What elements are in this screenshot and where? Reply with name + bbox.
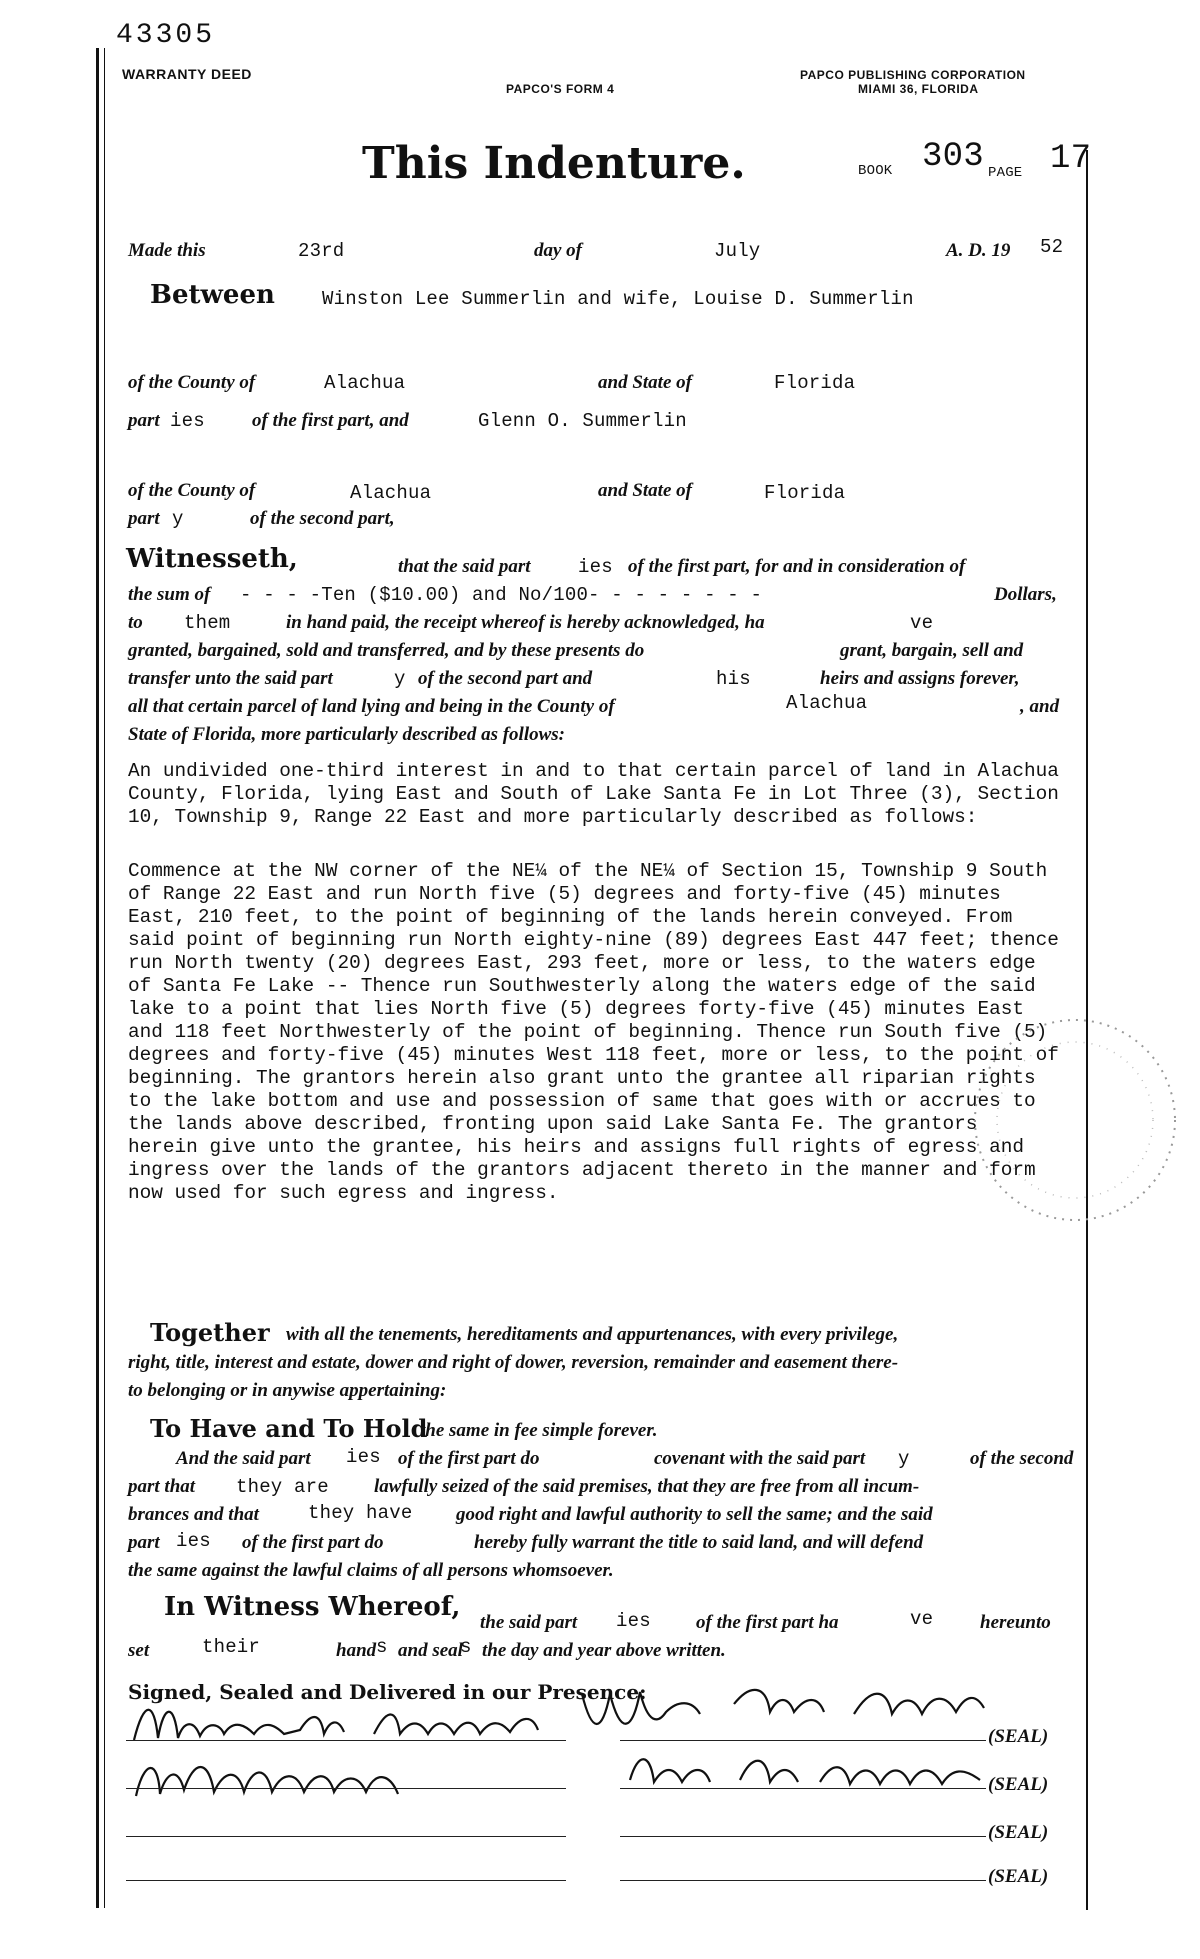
parties-suffix: ies [170, 410, 205, 432]
witnesseth-line-3a: to [128, 612, 143, 633]
witnesseth-line-6a: all that certain parcel of land lying and being in the County of [128, 696, 615, 717]
grantor-signature-1 [574, 1664, 994, 1744]
grantor-line-3 [620, 1836, 986, 1837]
seal-label-2: (SEAL) [988, 1774, 1049, 1795]
publisher-line-1: PAPCO PUBLISHING CORPORATION [800, 68, 1026, 82]
habendum-line-3b: they are [236, 1476, 329, 1498]
witnesseth-line-2c: Dollars, [994, 584, 1057, 605]
second-county-label: of the County of [128, 480, 256, 501]
in-witness-line-2f: s [460, 1636, 472, 1658]
in-witness-line-2g: the day and year above written. [482, 1640, 726, 1661]
grantor-signature-2 [620, 1740, 1000, 1800]
habendum-line-5c: of the first part do [242, 1532, 384, 1553]
witnesseth-line-5e: heirs and assigns forever, [820, 668, 1020, 689]
made-year: 52 [1040, 236, 1064, 258]
grantor-line-2 [620, 1788, 986, 1789]
first-county-label: of the County of [128, 372, 256, 393]
habendum-line-2b: ies [346, 1446, 381, 1468]
made-month: July [714, 240, 761, 262]
in-witness-line-1e: hereunto [980, 1612, 1051, 1633]
grantee-name: Glenn O. Summerlin [478, 410, 687, 432]
together-label: Together [150, 1318, 270, 1347]
together-line-1: with all the tenements, hereditaments and appurtenances, with every privilege, [286, 1324, 899, 1345]
habendum-line-2d: covenant with the said part [654, 1448, 866, 1469]
witness-line-3 [126, 1836, 566, 1837]
day-of-label: day of [534, 240, 583, 261]
witness-signature-1 [124, 1690, 564, 1754]
witnesseth-line-1b: ies [578, 556, 613, 578]
habendum-line-4c: good right and lawful authority to sell the same; and the said [456, 1504, 933, 1525]
first-part-label: of the first part, and [252, 410, 409, 431]
habendum-line-5d: hereby fully warrant the title to said land, and will defend [474, 1532, 924, 1553]
ad-label: A. D. 19 [946, 240, 1011, 261]
habendum-line-2a: And the said part [176, 1448, 311, 1469]
witnesseth-line-1a: that the said part [398, 556, 531, 577]
second-state: Florida [764, 482, 846, 504]
grantor-line-1 [620, 1740, 986, 1741]
together-line-3: to belonging or in anywise appertaining: [128, 1380, 447, 1401]
habendum-line-4a: brances and that [128, 1504, 259, 1525]
witness-signature-2 [128, 1750, 428, 1810]
grantors-names: Winston Lee Summerlin and wife, Louise D. Summerlin [322, 288, 914, 310]
witnesseth-line-4a: granted, bargained, sold and transferred, and by these presents do [128, 640, 645, 661]
habendum-line-1: the same in fee simple forever. [420, 1420, 658, 1441]
witnesseth-line-7: State of Florida, more particularly described as follows: [128, 724, 565, 745]
seal-label-4: (SEAL) [988, 1866, 1049, 1887]
book-label: BOOK [858, 163, 893, 179]
habendum-line-4b: they have [308, 1502, 413, 1524]
habendum-line-5a: part [128, 1532, 160, 1553]
form-title: WARRANTY DEED [122, 66, 252, 82]
description-metes-bounds: Commence at the NW corner of the NE¼ of the NE¼ of Section 15, Township 9 South of Range 22 East and run North five (5) degrees and forty-five (45) minutes East, 210 feet, to the point of beginning of the lands herein conveyed. From said point of beginning run North eighty-nine (89) degrees East 447 feet; thence run North twenty (20) degrees East, 293 feet, more or less, to the waters edge of Santa Fe Lake -- Thence run Southwesterly along the waters edge of the said lake to a point that lies North five (5) degrees forty-five (45) minutes East and 118 feet Northwesterly of the point of beginning. Thence run South five (5) degrees and forty-five (45) minutes West 118 feet, more or less, to the point of beginning. The grantors herein also grant unto the grantee all riparian rights to the lake bottom and use and possession of same that goes with or accrues to the lands above described, fronting upon said Lake Santa Fe. The grantors herein give unto the grantee, his heirs and assigns full rights of egress and ingress over the lands of the grantors adjacent thereto in the manner and form now used for such egress and ingress. [128, 860, 1059, 1204]
in-witness-line-2c: hand [336, 1640, 377, 1661]
witnesseth-line-5d: his [716, 668, 751, 690]
second-state-label: and State of [598, 480, 692, 501]
in-witness-line-1a: the said part [480, 1612, 578, 1633]
form-name: PAPCO'S FORM 4 [506, 82, 615, 96]
in-witness-line-1b: ies [616, 1610, 651, 1632]
witness-line-2 [126, 1788, 566, 1789]
second-county: Alachua [350, 482, 432, 504]
description-intro: An undivided one-third interest in and to that certain parcel of land in Alachua County, Florida, lying East and South of Lake Santa Fe in Lot Three (3), Section 10, Township 9, Range 22 East and more particularly described as follows: [128, 760, 1059, 828]
first-state-label: and State of [598, 372, 692, 393]
notary-seal-impression [950, 1010, 1200, 1230]
page-label: PAGE [988, 165, 1023, 181]
parties-label: part [128, 410, 160, 431]
habendum-label: To Have and To Hold [150, 1414, 428, 1443]
in-witness-line-2d: s [376, 1636, 388, 1658]
habendum-line-6: the same against the lawful claims of all persons whomsoever. [128, 1560, 614, 1581]
together-line-2: right, title, interest and estate, dower and right of dower, reversion, remainder and easement there- [128, 1352, 899, 1373]
in-witness-line-2b: their [202, 1636, 261, 1658]
second-part-label: of the second part, [250, 508, 395, 529]
made-day: 23rd [298, 240, 345, 262]
in-witness-line-1d: ve [910, 1608, 934, 1630]
habendum-line-2f: of the second [970, 1448, 1074, 1469]
witnesseth-line-5a: transfer unto the said part [128, 668, 333, 689]
in-witness-line-2e: and seal [398, 1640, 463, 1661]
witnesseth-line-2a: the sum of [128, 584, 211, 605]
signed-sealed-label: Signed, Sealed and Delivered in our Presence: [128, 1680, 647, 1704]
witness-line-4 [126, 1880, 566, 1881]
witnesseth-line-5c: of the second part and [418, 668, 593, 689]
in-witness-label: In Witness Whereof, [164, 1592, 461, 1622]
document-number: 43305 [116, 20, 216, 51]
made-this-label: Made this [128, 240, 206, 261]
publisher-line-2: MIAMI 36, FLORIDA [858, 82, 979, 96]
witnesseth-line-1c: of the first part, for and in consideration of [628, 556, 966, 577]
habendum-line-3a: part that [128, 1476, 196, 1497]
in-witness-line-2a: set [128, 1640, 150, 1661]
witnesseth-line-4b: grant, bargain, sell and [840, 640, 1024, 661]
book-number: 303 [922, 138, 984, 176]
witnesseth-label: Witnesseth, [126, 544, 298, 574]
habendum-line-2c: of the first part do [398, 1448, 540, 1469]
seal-label-1: (SEAL) [988, 1726, 1049, 1747]
left-margin-rule [96, 48, 99, 1908]
party-suffix: y [172, 508, 184, 530]
first-county: Alachua [324, 372, 406, 394]
seal-label-3: (SEAL) [988, 1822, 1049, 1843]
witness-line-1 [126, 1740, 566, 1741]
consideration-amount: - - - -Ten ($10.00) and No/100- - - - - - - - [240, 584, 763, 606]
witnesseth-line-5b: y [394, 668, 406, 690]
in-witness-line-1c: of the first part ha [696, 1612, 839, 1633]
first-state: Florida [774, 372, 856, 394]
between-label: Between [150, 280, 275, 310]
left-margin-rule-inner [104, 48, 105, 1908]
witnesseth-line-3b: them [184, 612, 231, 634]
witnesseth-county: Alachua [786, 692, 868, 714]
habendum-line-3c: lawfully seized of the said premises, that they are free from all incum- [374, 1476, 920, 1497]
habendum-line-5b: ies [176, 1530, 211, 1552]
witnesseth-line-6c: , and [1020, 696, 1060, 717]
grantor-line-4 [620, 1880, 986, 1881]
witnesseth-line-3c: in hand paid, the receipt whereof is hereby acknowledged, ha [286, 612, 765, 633]
page-number: 17 [1050, 140, 1092, 178]
document-heading: This Indenture. [362, 138, 746, 189]
witnesseth-line-3d: ve [910, 612, 934, 634]
party-label: part [128, 508, 160, 529]
habendum-line-2e: y [898, 1448, 910, 1470]
